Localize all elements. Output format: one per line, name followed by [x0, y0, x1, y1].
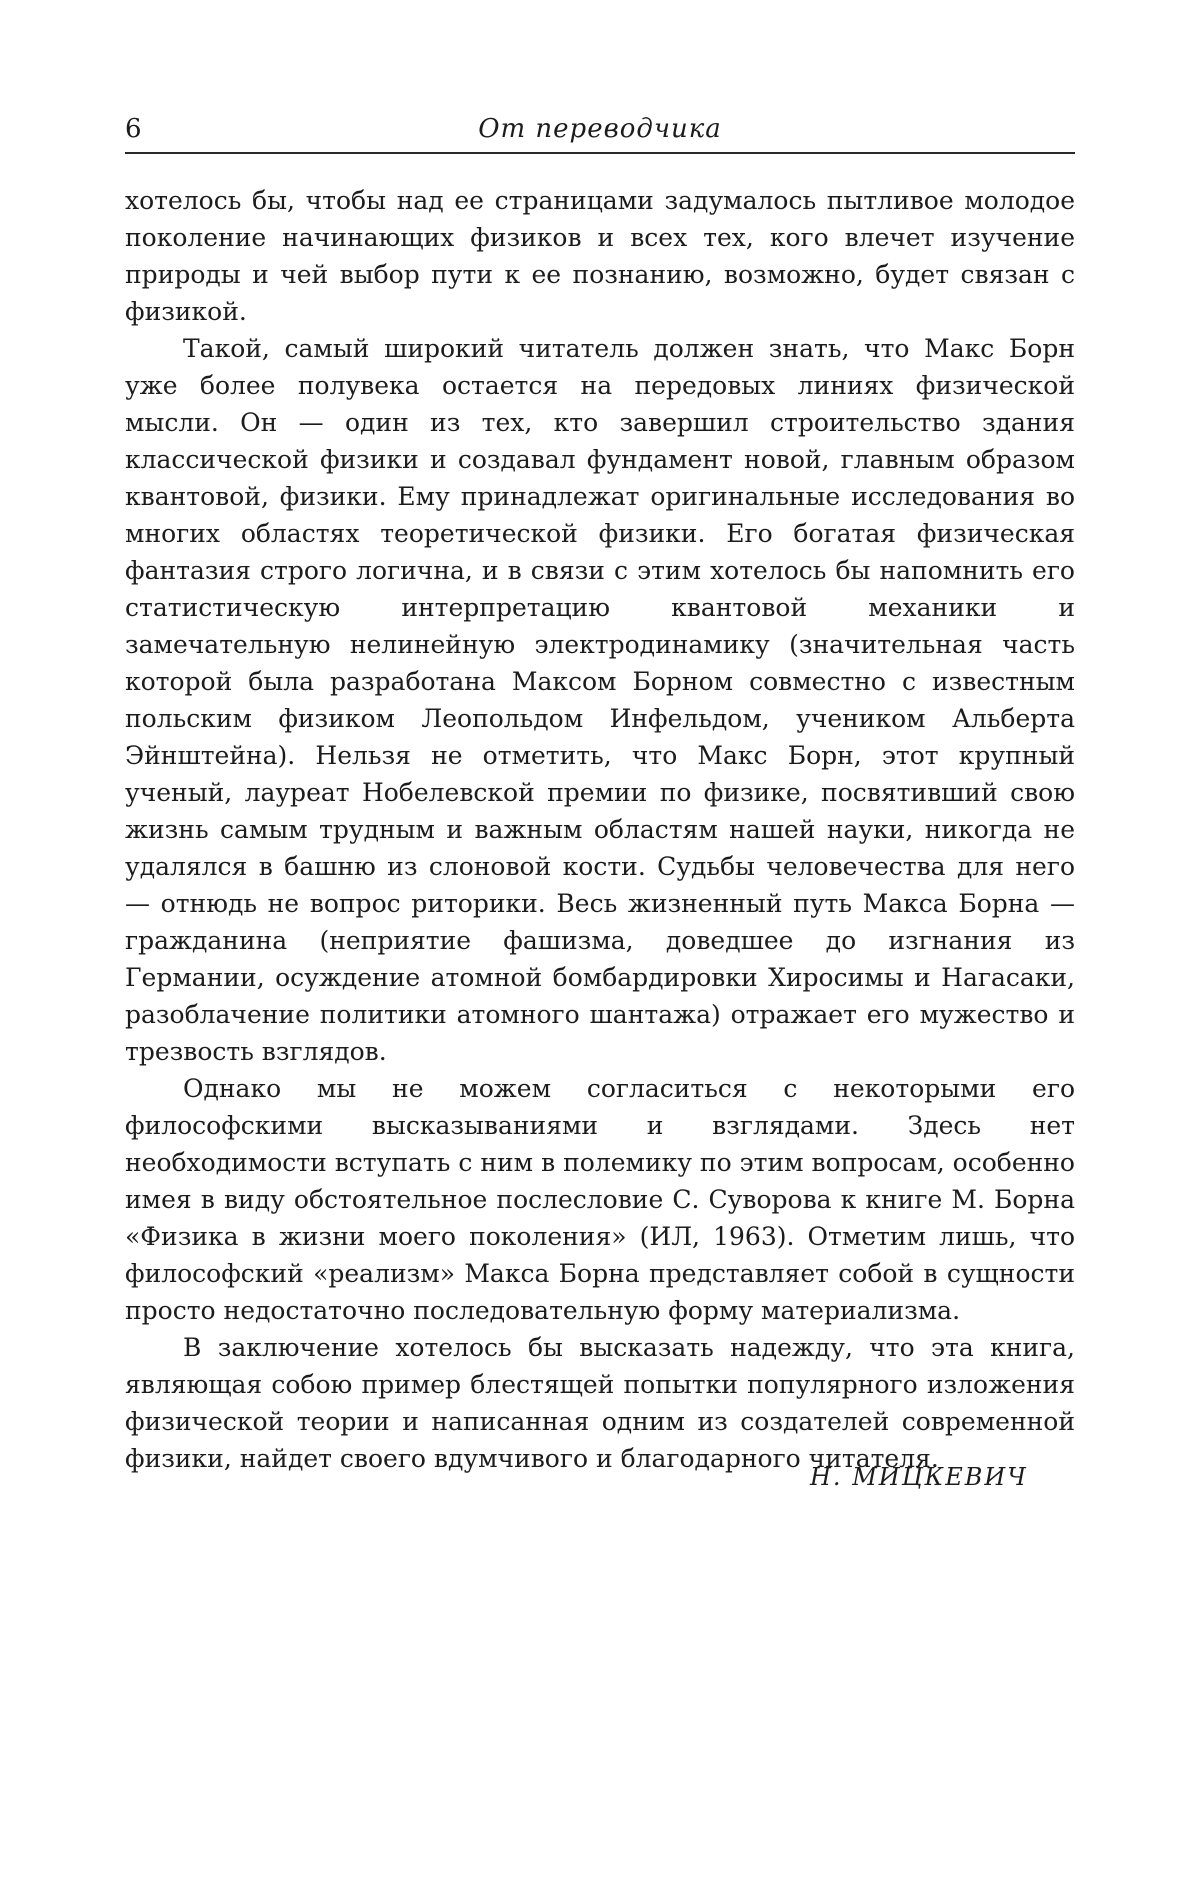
running-title: От переводчика	[478, 114, 722, 144]
paragraph-philosophical-views: Однако мы не можем согласиться с некоторыми его философскими высказываниями и взглядами. Здесь нет необходимости вступать с ним в полемику по этим вопросам, особенно имея в виду обстоятельное послесловие С. Суворова к книге М. Борна «Физика в жизни моего поколения» (ИЛ, 1963). Отметим лишь, что философский «реализм» Макса Борна представляет собой в сущности просто недостаточно последовательную форму материализма.	[125, 1074, 1075, 1325]
paragraph-about-max-born: Такой, самый широкий читатель должен знать, что Макс Борн уже более полувека остается на передовых линиях физической мысли. Он — один из тех, кто завершил строительство здания классической физики и создавал фундамент новой, главным образом квантовой, физики. Ему принадлежат оригинальные исследования во многих областях теоретической физики. Его богатая физическая фантазия строго логична, и в связи с этим хотелось бы напомнить его статистическую интерпретацию квантовой механики и замечательную нелинейную электродинамику (значительная часть которой была разработана Максом Борном совместно с известным польским физиком Леопольдом Инфельдом, учеником Альберта Эйнштейна). Нельзя не отметить, что Макс Борн, этот крупный ученый, лауреат Нобелевской премии по физике, посвятивший свою жизнь самым трудным и важным областям нашей науки, никогда не удалялся в башню из слоновой кости. Судьбы человечества для него — отнюдь не вопрос риторики. Весь жизненный путь Макса Борна — гражданина (неприятие фашизма, доведшее до изгнания из Германии, осуждение атомной бомбардировки Хиросимы и Нагасаки, разоблачение политики атомного шантажа) отражает его мужество и трезвость взглядов.	[125, 334, 1075, 1066]
paragraph-continuation: хотелось бы, чтобы над ее страницами задумалось пытливое молодое поколение начинающих физиков и всех тех, кого влечет изучение природы и чей выбор пути к ее познанию, возможно, будет связан с физикой.	[125, 186, 1075, 326]
page-number: 6	[125, 114, 142, 144]
running-header	[125, 112, 1075, 154]
body-text	[125, 182, 1075, 1477]
paragraph-conclusion: В заключение хотелось бы высказать надежду, что эта книга, являющая собою пример блестящей попытки популярного изложения физической теории и написанная одним из создателей современной физики, найдет своего вдумчивого и благодарного читателя.	[125, 1333, 1075, 1473]
translator-signature: Н. МИЦКЕВИЧ	[810, 1463, 1028, 1491]
